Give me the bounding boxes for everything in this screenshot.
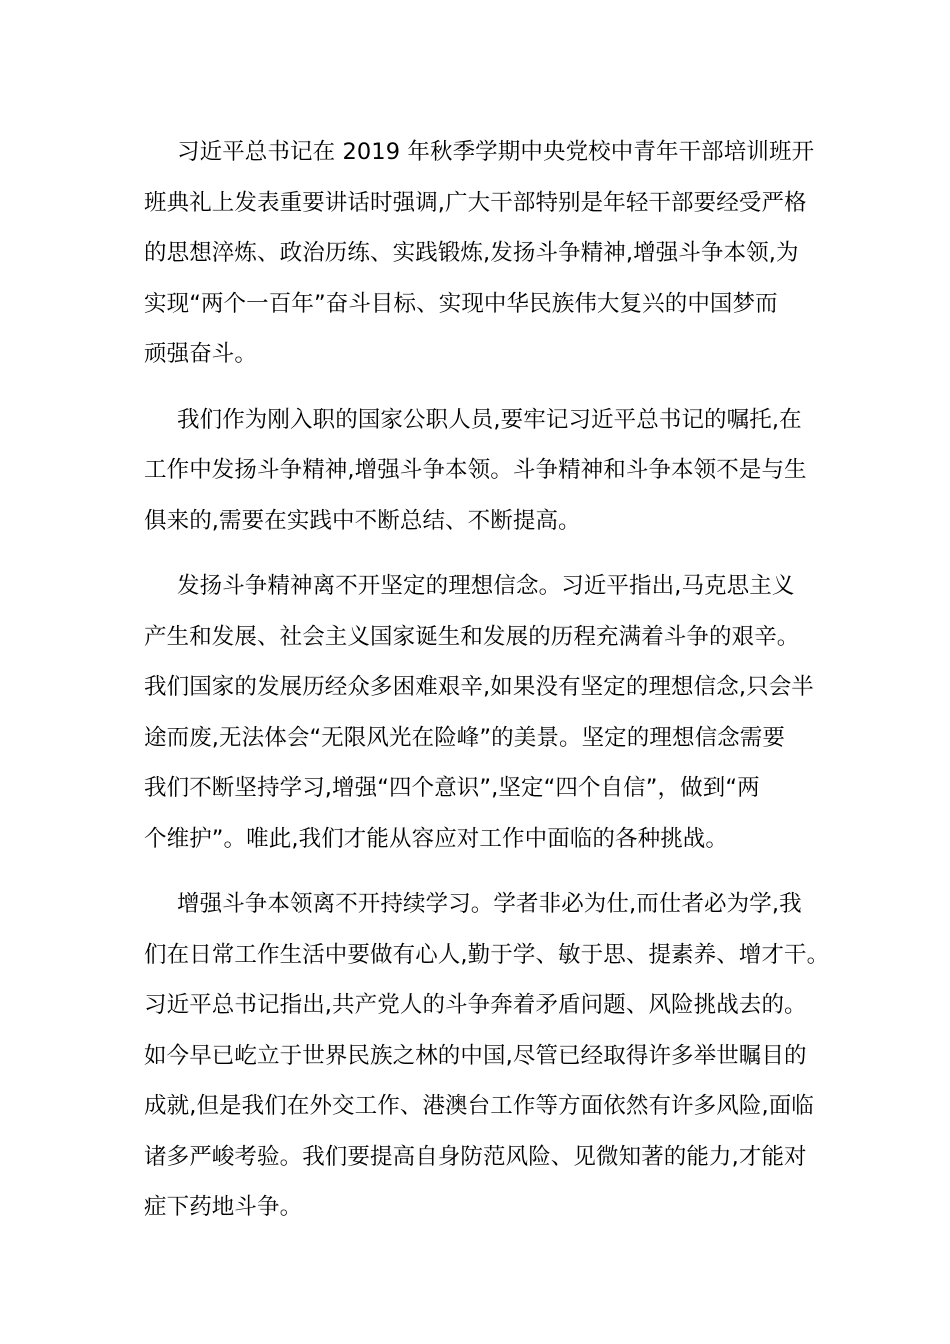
paragraph-line: 产生和发展、社会主义国家诞生和发展的历程充满着斗争的艰辛。: [144, 623, 800, 650]
paragraph-line: 俱来的,需要在实践中不断总结、不断提高。: [144, 507, 581, 534]
document-body: [144, 127, 830, 1248]
paragraph-line: 的思想淬炼、政治历练、实践锻炼,发扬斗争精神,增强斗争本领,为: [144, 240, 799, 266]
paragraph-line: 症下药地斗争。: [144, 1194, 303, 1220]
paragraph-2: [144, 395, 809, 547]
paragraph-line: 我们作为刚入职的国家公职人员,要牢记习近平总书记的嘱托,在: [177, 406, 802, 433]
paragraph-line: 发扬斗争精神离不开坚定的理想信念。习近平指出,马克思主义: [177, 573, 795, 599]
paragraph-line: 工作中发扬斗争精神,增强斗争本领。斗争精神和斗争本领不是与生: [144, 457, 807, 483]
paragraph-1: [144, 127, 815, 380]
paragraph-line: 诸多严峻考验。我们要提高自身防范风险、见微知著的能力,才能对: [144, 1143, 807, 1170]
paragraph-3: [144, 561, 814, 864]
paragraph-line: 如今早已屹立于世界民族之林的中国,尽管已经取得许多举世瞩目的: [144, 1042, 807, 1069]
paragraph-line: 习近平总书记在 2019 年秋季学期中央党校中青年干部培训班开: [177, 139, 815, 165]
paragraph-line: 习近平总书记指出,共产党人的斗争奔着矛盾问题、风险挑战去的。: [144, 992, 807, 1018]
paragraph-line: 成就,但是我们在外交工作、港澳台工作等方面依然有许多风险,面临: [144, 1093, 814, 1119]
paragraph-line: 个维护”。唯此,我们才能从容应对工作中面临的各种挑战。: [144, 825, 729, 852]
paragraph-line: 们在日常工作生活中要做有心人,勤于学、敏于思、提素养、增才干。: [144, 941, 830, 968]
paragraph-line: 我们不断坚持学习,增强“四个意识”,坚定“四个自信”，做到“两: [144, 775, 760, 801]
paragraph-line: 增强斗争本领离不开持续学习。学者非必为仕,而仕者必为学,我: [177, 891, 802, 917]
paragraph-line: 途而废,无法体会“无限风光在险峰”的美景。坚定的理想信念需要: [144, 724, 785, 751]
paragraph-line: 我们国家的发展历经众多困难艰辛,如果没有坚定的理想信念,只会半: [144, 674, 814, 700]
paragraph-line: 顽强奋斗。: [144, 341, 258, 367]
paragraph-line: 班典礼上发表重要讲话时强调,广大干部特别是年轻干部要经受严格: [144, 189, 807, 216]
paragraph-4: [144, 879, 830, 1233]
paragraph-line: 实现“两个一百年”奋斗目标、实现中华民族伟大复兴的中国梦而: [144, 290, 778, 317]
